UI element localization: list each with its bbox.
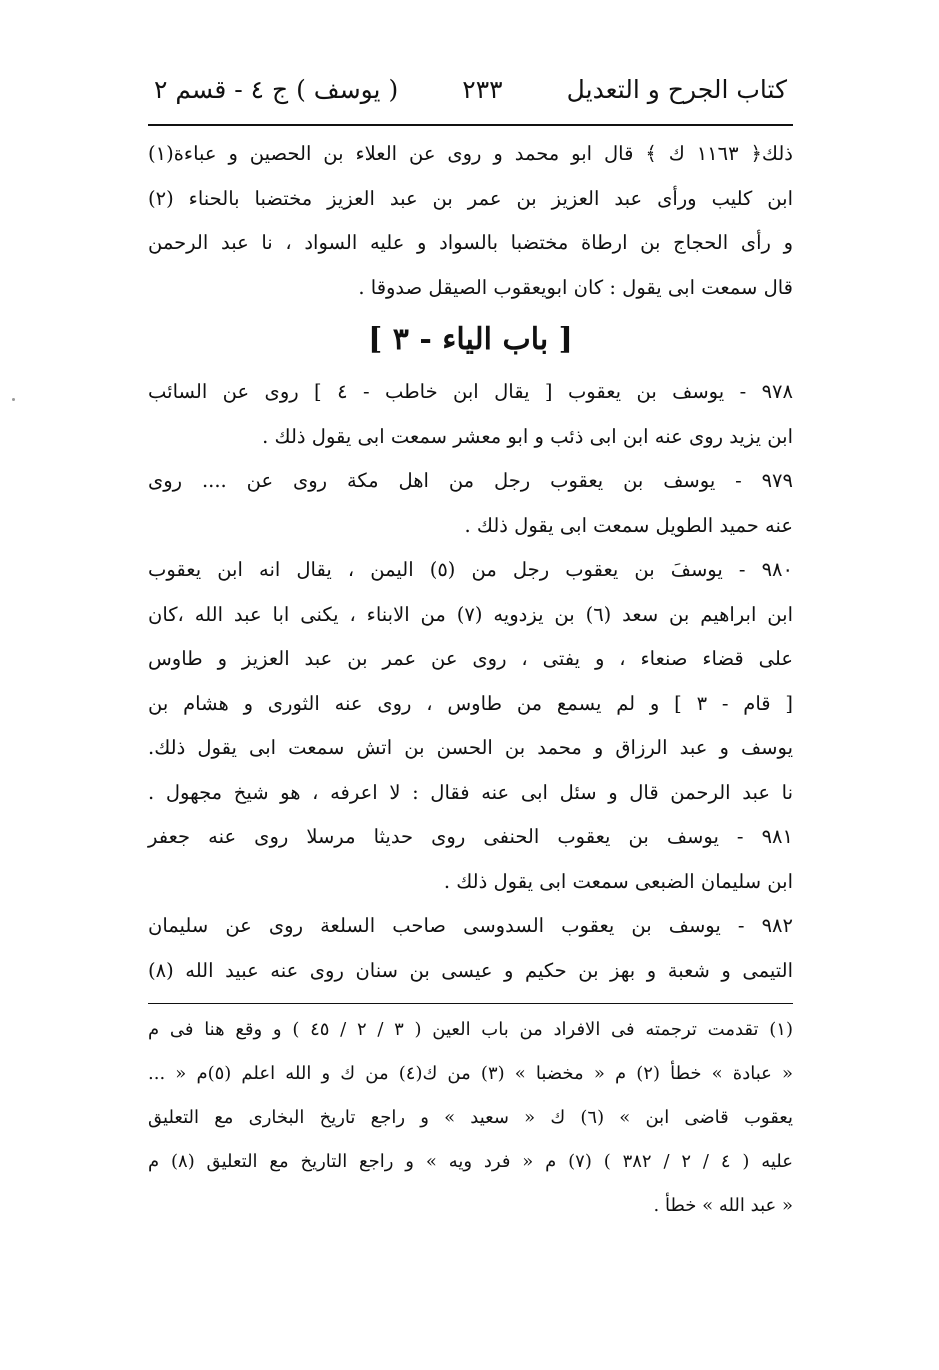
chapter-heading: [ باب الياء - ٣ ] xyxy=(368,322,573,357)
margin-speck xyxy=(12,398,15,401)
text-line: ابن ابراهيم بن سعد (٦) بن يزدويه (٧) من الابناء ، يكنى ابا عبد الله ،كان xyxy=(148,602,793,626)
footnote-line: يعقوب قاضى ابن » (٦) ك « سعيد » و راجع تاريخ البخارى مع التعليق xyxy=(148,1107,793,1128)
text-line: ابن يزيد روى عنه ابن ابى ذئب و ابو معشر سمعت ابى يقول ذلك . xyxy=(262,424,793,448)
text-line: عنه حميد الطويل سمعت ابى يقول ذلك . xyxy=(464,513,793,537)
entry-980-line: ٩٨٠ - يوسفَ بن يعقوب رجل من (٥) اليمن ، يقال انه ابن يعقوب xyxy=(148,558,793,581)
footnote-line: عليه ( ٤ / ٢ / ٣٨٢ ) (٧) م « فرد ويه » و راجع التاريخ مع التعليق (٨) م xyxy=(148,1151,793,1172)
entry-978-line: ٩٧٨ - يوسف بن يعقوب [ يقال ابن خاطب - ٤ ] روى عن السائب xyxy=(148,380,793,403)
document-page xyxy=(148,70,793,1228)
header-rule xyxy=(148,124,793,126)
footnote-line: « عبادة » خطأ (٢) م « مخضبا » (٣) من ك(٤) من ك و الله اعلم (٥)م « ... xyxy=(148,1063,794,1084)
book-title: كتاب الجرح و التعديل xyxy=(566,75,787,104)
text-line: نا عبد الرحمن قال و سئل ابى عنه فقال : لا اعرفه ، هو شيخ مجهول . xyxy=(148,780,793,804)
section-label: ( يوسف ) ج ٤ - قسم ٢ xyxy=(154,75,399,104)
page-header xyxy=(148,70,793,116)
text-line: التيمى و شعبة و بهز بن حكيم و عيسى بن سنان روى عنه عبيد الله (٨) xyxy=(148,958,794,982)
text-line: قال سمعت ابى يقول : كان ابويعقوب الصيقل صدوقا . xyxy=(358,275,793,299)
footnotes xyxy=(148,1008,793,1228)
footnote-line: (١) تقدمت ترجمته فى الافراد من باب العين ( ٣ / ٢ / ٤٥ ) و وقع هنا فى م xyxy=(148,1019,793,1040)
text-line: يوسف و عبد الرزاق و محمد بن الحسن بن اتش سمعت ابى يقول ذلك. xyxy=(148,736,793,759)
text-line: ابن سليمان الضبعى سمعت ابى يقول ذلك . xyxy=(443,869,793,893)
text-line: على قضاء صنعاء ، و يفتى ، روى عن عمر بن عبد العزيز و طاوس xyxy=(148,647,793,670)
footnote-line: « عبد الله » خطأ . xyxy=(653,1195,793,1216)
text-line: و رأى الحجاج بن ارطاة مختضبا بالسواد و عليه السواد ، نا عبد الرحمن xyxy=(148,231,793,254)
entry-979-line: ٩٧٩ - يوسف بن يعقوب رجل من اهل مكة روى عن .... روى xyxy=(148,469,793,492)
entry-981-line: ٩٨١ - يوسف بن يعقوب الحنفى روى حديثا مرسلا روى عنه جعفر xyxy=(148,825,793,848)
main-text xyxy=(148,132,793,993)
entry-982-line: ٩٨٢ - يوسف بن يعقوب السدوسى صاحب السلعة روى عن سليمان xyxy=(148,914,793,937)
text-line: ابن كليب ورأى عبد العزيز بن عمر بن عبد العزيز مختضبا بالحناء (٢) xyxy=(148,186,793,210)
text-line: ذلك﴿ ١١٦٣ ك ﴾ قال ابو محمد و روى عن العلاء بن الحصين و عباءة(١) xyxy=(148,142,793,165)
footnote-rule xyxy=(148,1003,793,1004)
text-line: [ قام - ٣ ] و لم يسمع من طاوس ، روى عنه الثورى و هشام بن xyxy=(148,691,793,715)
page-number: ٢٣٣ xyxy=(462,75,503,104)
